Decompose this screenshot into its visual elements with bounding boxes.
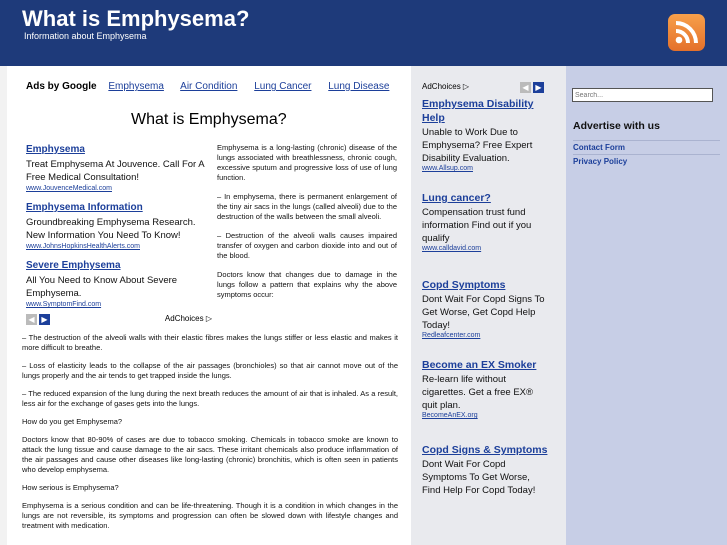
sidebar-ads bbox=[416, 66, 566, 545]
ads-by-google-bar bbox=[26, 81, 403, 92]
text-ad[interactable] bbox=[26, 260, 212, 308]
adchoices-link[interactable] bbox=[165, 314, 212, 323]
paragraph: – In emphysema, there is permanent enlargement of the tiny air sacs in the lungs (called alveoli) due to the destruction of the walls between the small alveoli. bbox=[217, 192, 397, 221]
rss-feed-icon[interactable] bbox=[668, 14, 705, 51]
chevron-right-icon[interactable]: ▶ bbox=[39, 314, 50, 325]
ad-description: Dont Wait For Copd Symptoms To Get Worse, Find Help For Copd Today! bbox=[422, 459, 536, 496]
advertise-heading: Advertise with us bbox=[573, 120, 660, 132]
ad-title[interactable]: Copd Signs & Symptoms bbox=[422, 444, 548, 456]
ad-title[interactable]: Become an EX Smoker bbox=[422, 359, 537, 371]
sidebar-text-ad[interactable] bbox=[422, 191, 550, 252]
sidebar-links bbox=[573, 140, 720, 168]
ad-url[interactable]: www.Allsup.com bbox=[422, 165, 473, 172]
ad-title[interactable]: Emphysema Disability Help bbox=[422, 98, 534, 124]
ads-link-emphysema[interactable]: Emphysema bbox=[108, 81, 164, 92]
article-body bbox=[22, 333, 398, 539]
chevron-right-icon[interactable]: ▶ bbox=[533, 82, 544, 93]
ad-description: Treat Emphysema At Jouvence. Call For A Free Medical Consultation! bbox=[26, 159, 205, 183]
privacy-policy-link[interactable]: Privacy Policy bbox=[573, 154, 720, 168]
sidebar-text-ad[interactable] bbox=[422, 278, 550, 339]
ad-url[interactable]: www.SymptomFind.com bbox=[26, 301, 102, 308]
adchoices-link[interactable] bbox=[422, 82, 469, 91]
site-header bbox=[0, 0, 727, 66]
section-heading: How serious is Emphysema? bbox=[22, 483, 119, 492]
ad-url[interactable]: www.JohnsHopkinsHealthAlerts.com bbox=[26, 243, 140, 250]
ad-description: Compensation trust fund information Find out if you qualify bbox=[422, 207, 532, 244]
adchoices-label: AdChoices bbox=[164, 314, 204, 323]
paragraph: – Loss of elasticity leads to the collapse of the air passages (bronchioles) so that air cannot move out of the lungs properly and the air tends to get trapped inside the lungs. bbox=[22, 361, 398, 380]
paragraph: – Destruction of the alveoli walls causes impaired transfer of oxygen and carbon dioxide into and out of the blood. bbox=[217, 231, 397, 260]
ad-title[interactable]: Emphysema Information bbox=[26, 202, 143, 213]
ad-title[interactable]: Lung cancer? bbox=[422, 192, 491, 204]
right-sidebar bbox=[566, 66, 727, 545]
ad-description: Re-learn life without cigarettes. Get a free EX® quit plan. bbox=[422, 374, 534, 411]
section-heading: How do you get Emphysema? bbox=[22, 417, 123, 426]
adchoices-icon: ▷ bbox=[462, 82, 470, 91]
adchoices-label: AdChoices bbox=[422, 82, 461, 91]
search-input[interactable] bbox=[572, 88, 713, 102]
paragraph: Doctors know that 80-90% of cases are due to tobacco smoking. Chemicals in tobacco smoke are known to attack the lung tissue and cause damage to the air sacs. These irritant chemicals also produce inflammation of the air passages and cause other diseases like long-lasting (chronic) bronchitis, which is often seen in patients who develop emphysema. bbox=[22, 435, 398, 474]
ad-description: Unable to Work Due to Emphysema? Free Expert Disability Evaluation. bbox=[422, 127, 533, 164]
paragraph: Doctors know that changes due to damage in the lungs follow a pattern that explains why the above symptoms occur: bbox=[217, 270, 397, 299]
chevron-left-icon[interactable]: ◀ bbox=[26, 314, 37, 325]
page-title: What is Emphysema? bbox=[131, 111, 287, 128]
sidebar-ad-controls bbox=[422, 82, 542, 94]
text-ad-block bbox=[26, 144, 212, 318]
ad-title[interactable]: Emphysema bbox=[26, 144, 85, 155]
ad-url[interactable]: Redleafcenter.com bbox=[422, 332, 481, 339]
paragraph: – The reduced expansion of the lung during the next breath reduces the amount of air that is inhaled. As a result, less air for the exchange of gases gets into the lungs. bbox=[22, 389, 398, 408]
paragraph: Emphysema is a serious condition and can be life-threatening. Though it is a condition in which changes in the lungs are not reversible, its symptoms and progression can often be slowed down with lifestyle changes and treatment with medication. bbox=[22, 501, 398, 530]
ad-description: Groundbreaking Emphysema Research. New Information You Need To Know! bbox=[26, 217, 196, 241]
main-content bbox=[7, 66, 411, 545]
ad-controls bbox=[26, 314, 212, 326]
contact-form-link[interactable]: Contact Form bbox=[573, 140, 720, 154]
chevron-left-icon[interactable]: ◀ bbox=[520, 82, 531, 93]
ad-description: Dont Wait For Copd Signs To Get Worse, Get Copd Help Today! bbox=[422, 294, 545, 331]
sidebar-text-ad[interactable] bbox=[422, 443, 550, 497]
ad-url[interactable]: BecomeAnEX.org bbox=[422, 412, 478, 419]
sidebar-text-ad[interactable] bbox=[422, 358, 550, 419]
text-ad[interactable] bbox=[26, 144, 212, 192]
sidebar-text-ad[interactable] bbox=[422, 97, 550, 172]
ad-url[interactable]: www.calldavid.com bbox=[422, 245, 482, 252]
site-title[interactable]: What is Emphysema? bbox=[22, 6, 250, 31]
ad-title[interactable]: Severe Emphysema bbox=[26, 260, 121, 271]
ad-title[interactable]: Copd Symptoms bbox=[422, 279, 506, 291]
text-ad[interactable] bbox=[26, 202, 212, 250]
ads-link-air-condition[interactable]: Air Condition bbox=[180, 81, 238, 92]
ads-by-google-label[interactable]: Ads by Google bbox=[26, 81, 97, 92]
paragraph: Emphysema is a long-lasting (chronic) disease of the lungs associated with breathlessness, chronic cough, excessive sputum and progressive loss of use of lung function. bbox=[217, 143, 397, 182]
site-description: Information about Emphysema bbox=[24, 31, 147, 41]
paragraph: – The destruction of the alveoli walls with their elastic fibres makes the lungs stiffer or less elastic and makes it more difficult to breathe. bbox=[22, 333, 398, 352]
ads-link-lung-disease[interactable]: Lung Disease bbox=[328, 81, 390, 92]
ad-url[interactable]: www.JouvenceMedical.com bbox=[26, 185, 112, 192]
ads-link-lung-cancer[interactable]: Lung Cancer bbox=[254, 81, 312, 92]
ad-description: All You Need to Know About Severe Emphysema. bbox=[26, 275, 178, 299]
intro-column bbox=[217, 143, 397, 309]
adchoices-icon: ▷ bbox=[205, 314, 212, 323]
